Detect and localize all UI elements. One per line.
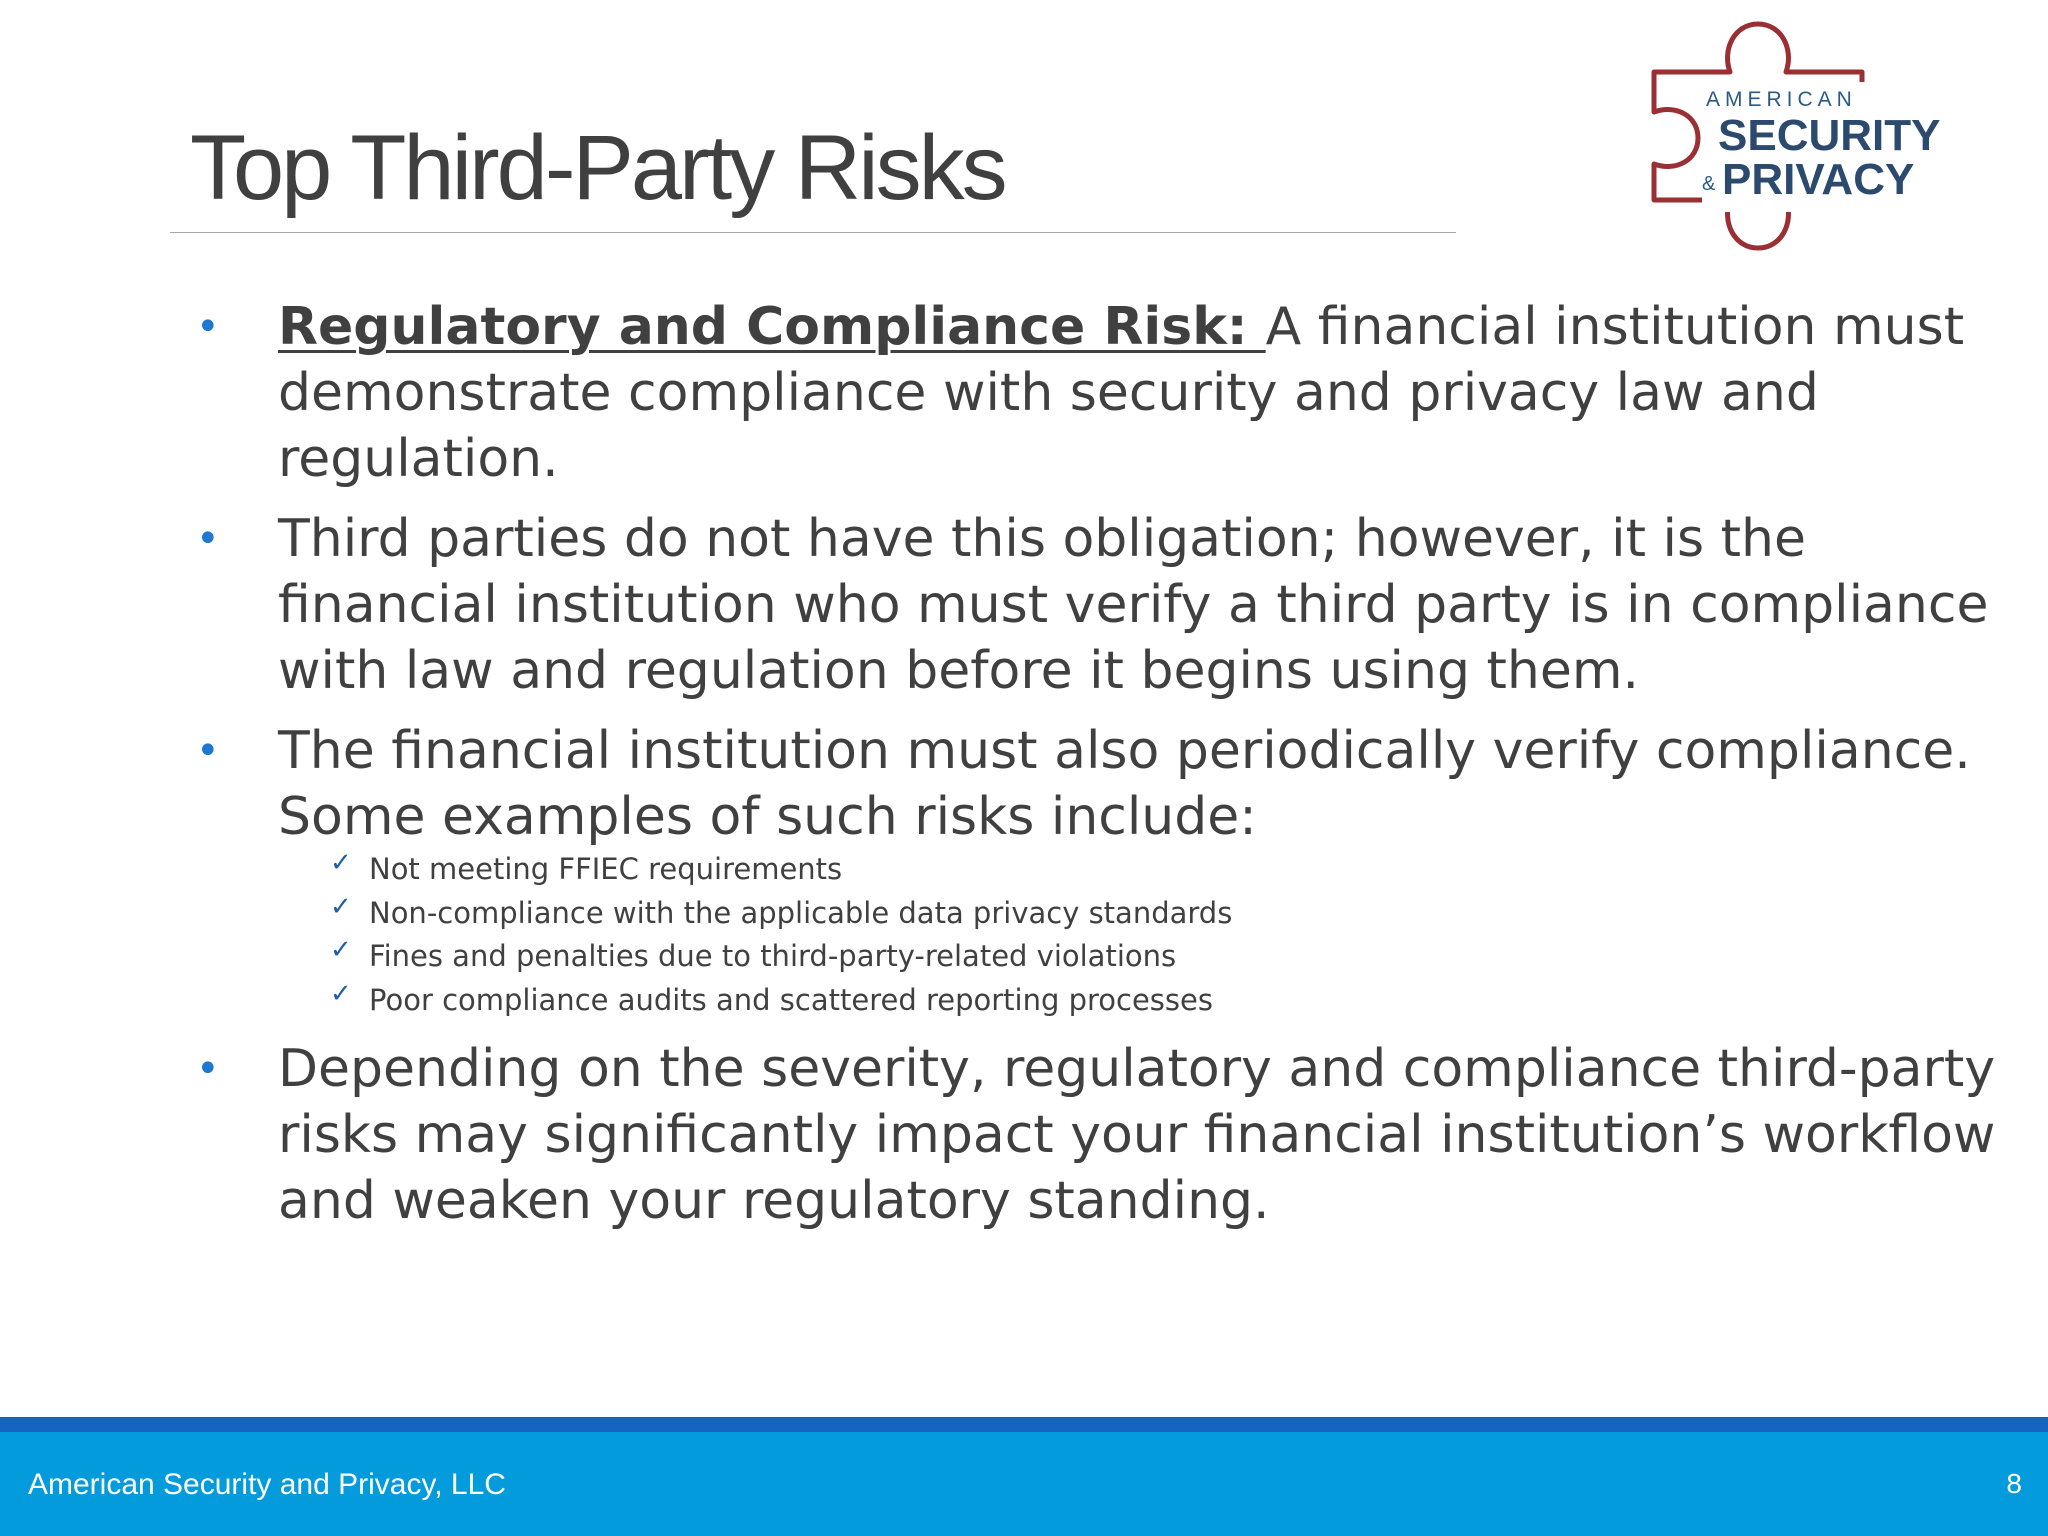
footer-company-name: American Security and Privacy, LLC xyxy=(28,1468,506,1501)
bullet-text: Third parties do not have this obligation; however, it is the financial institution who must verify a third party is in compliance with law and regulation before it begins using them. xyxy=(278,509,1989,701)
checkmark-icon: ✓ xyxy=(330,978,352,1009)
footer-accent-stripe xyxy=(0,1417,2048,1432)
logo-word-american: AMERICAN xyxy=(1706,88,1857,111)
company-logo xyxy=(1610,0,2010,280)
list-item-text: Poor compliance audits and scattered reporting processes xyxy=(369,982,1213,1017)
list-item xyxy=(330,935,1232,979)
page-number: 8 xyxy=(2006,1468,2022,1499)
bullet-marker: • xyxy=(196,304,220,350)
list-item-text: Not meeting FFIEC requirements xyxy=(369,852,843,886)
logo-word-privacy: PRIVACY xyxy=(1722,155,1915,204)
bullet-marker: • xyxy=(196,728,220,774)
list-item xyxy=(330,892,1232,936)
checkmark-icon: ✓ xyxy=(330,848,352,878)
bullet-marker: • xyxy=(196,1046,220,1092)
list-item-text: Non-compliance with the applicable data privacy standards xyxy=(369,895,1233,930)
bullet-text: The financial institution must also periodically verify compliance. Some examples of such risks include: xyxy=(278,721,1971,847)
bullet-marker: • xyxy=(196,516,220,562)
title-underline-rule xyxy=(170,232,1456,233)
bullet-lead-heading: Regulatory and Compliance Risk: xyxy=(278,297,1266,357)
bullet-third-parties xyxy=(196,506,1998,704)
bullet-text: A financial institution must demonstrate compliance with security and privacy law and regulation. xyxy=(278,297,1965,489)
checkmark-icon: ✓ xyxy=(330,935,352,965)
bullet-periodic-verification xyxy=(196,718,1998,850)
risk-examples-list xyxy=(330,848,1232,1022)
checkmark-icon: ✓ xyxy=(330,891,352,922)
list-item-text: Fines and penalties due to third-party-related violations xyxy=(369,939,1177,973)
list-item xyxy=(330,979,1232,1023)
logo-word-security: SECURITY xyxy=(1718,111,1941,160)
list-item xyxy=(330,848,1232,892)
slide-title: Top Third-Party Risks xyxy=(190,117,1005,219)
bullet-regulatory-risk xyxy=(196,294,1998,492)
footer-bar xyxy=(0,1432,2048,1536)
logo-ampersand: & xyxy=(1702,173,1716,195)
bullet-text: Depending on the severity, regulatory and compliance third-party risks may significantly impact your financial institution’s workflow and weaken your regulatory standing. xyxy=(278,1039,1996,1231)
bullet-severity-impact xyxy=(196,1036,1998,1234)
